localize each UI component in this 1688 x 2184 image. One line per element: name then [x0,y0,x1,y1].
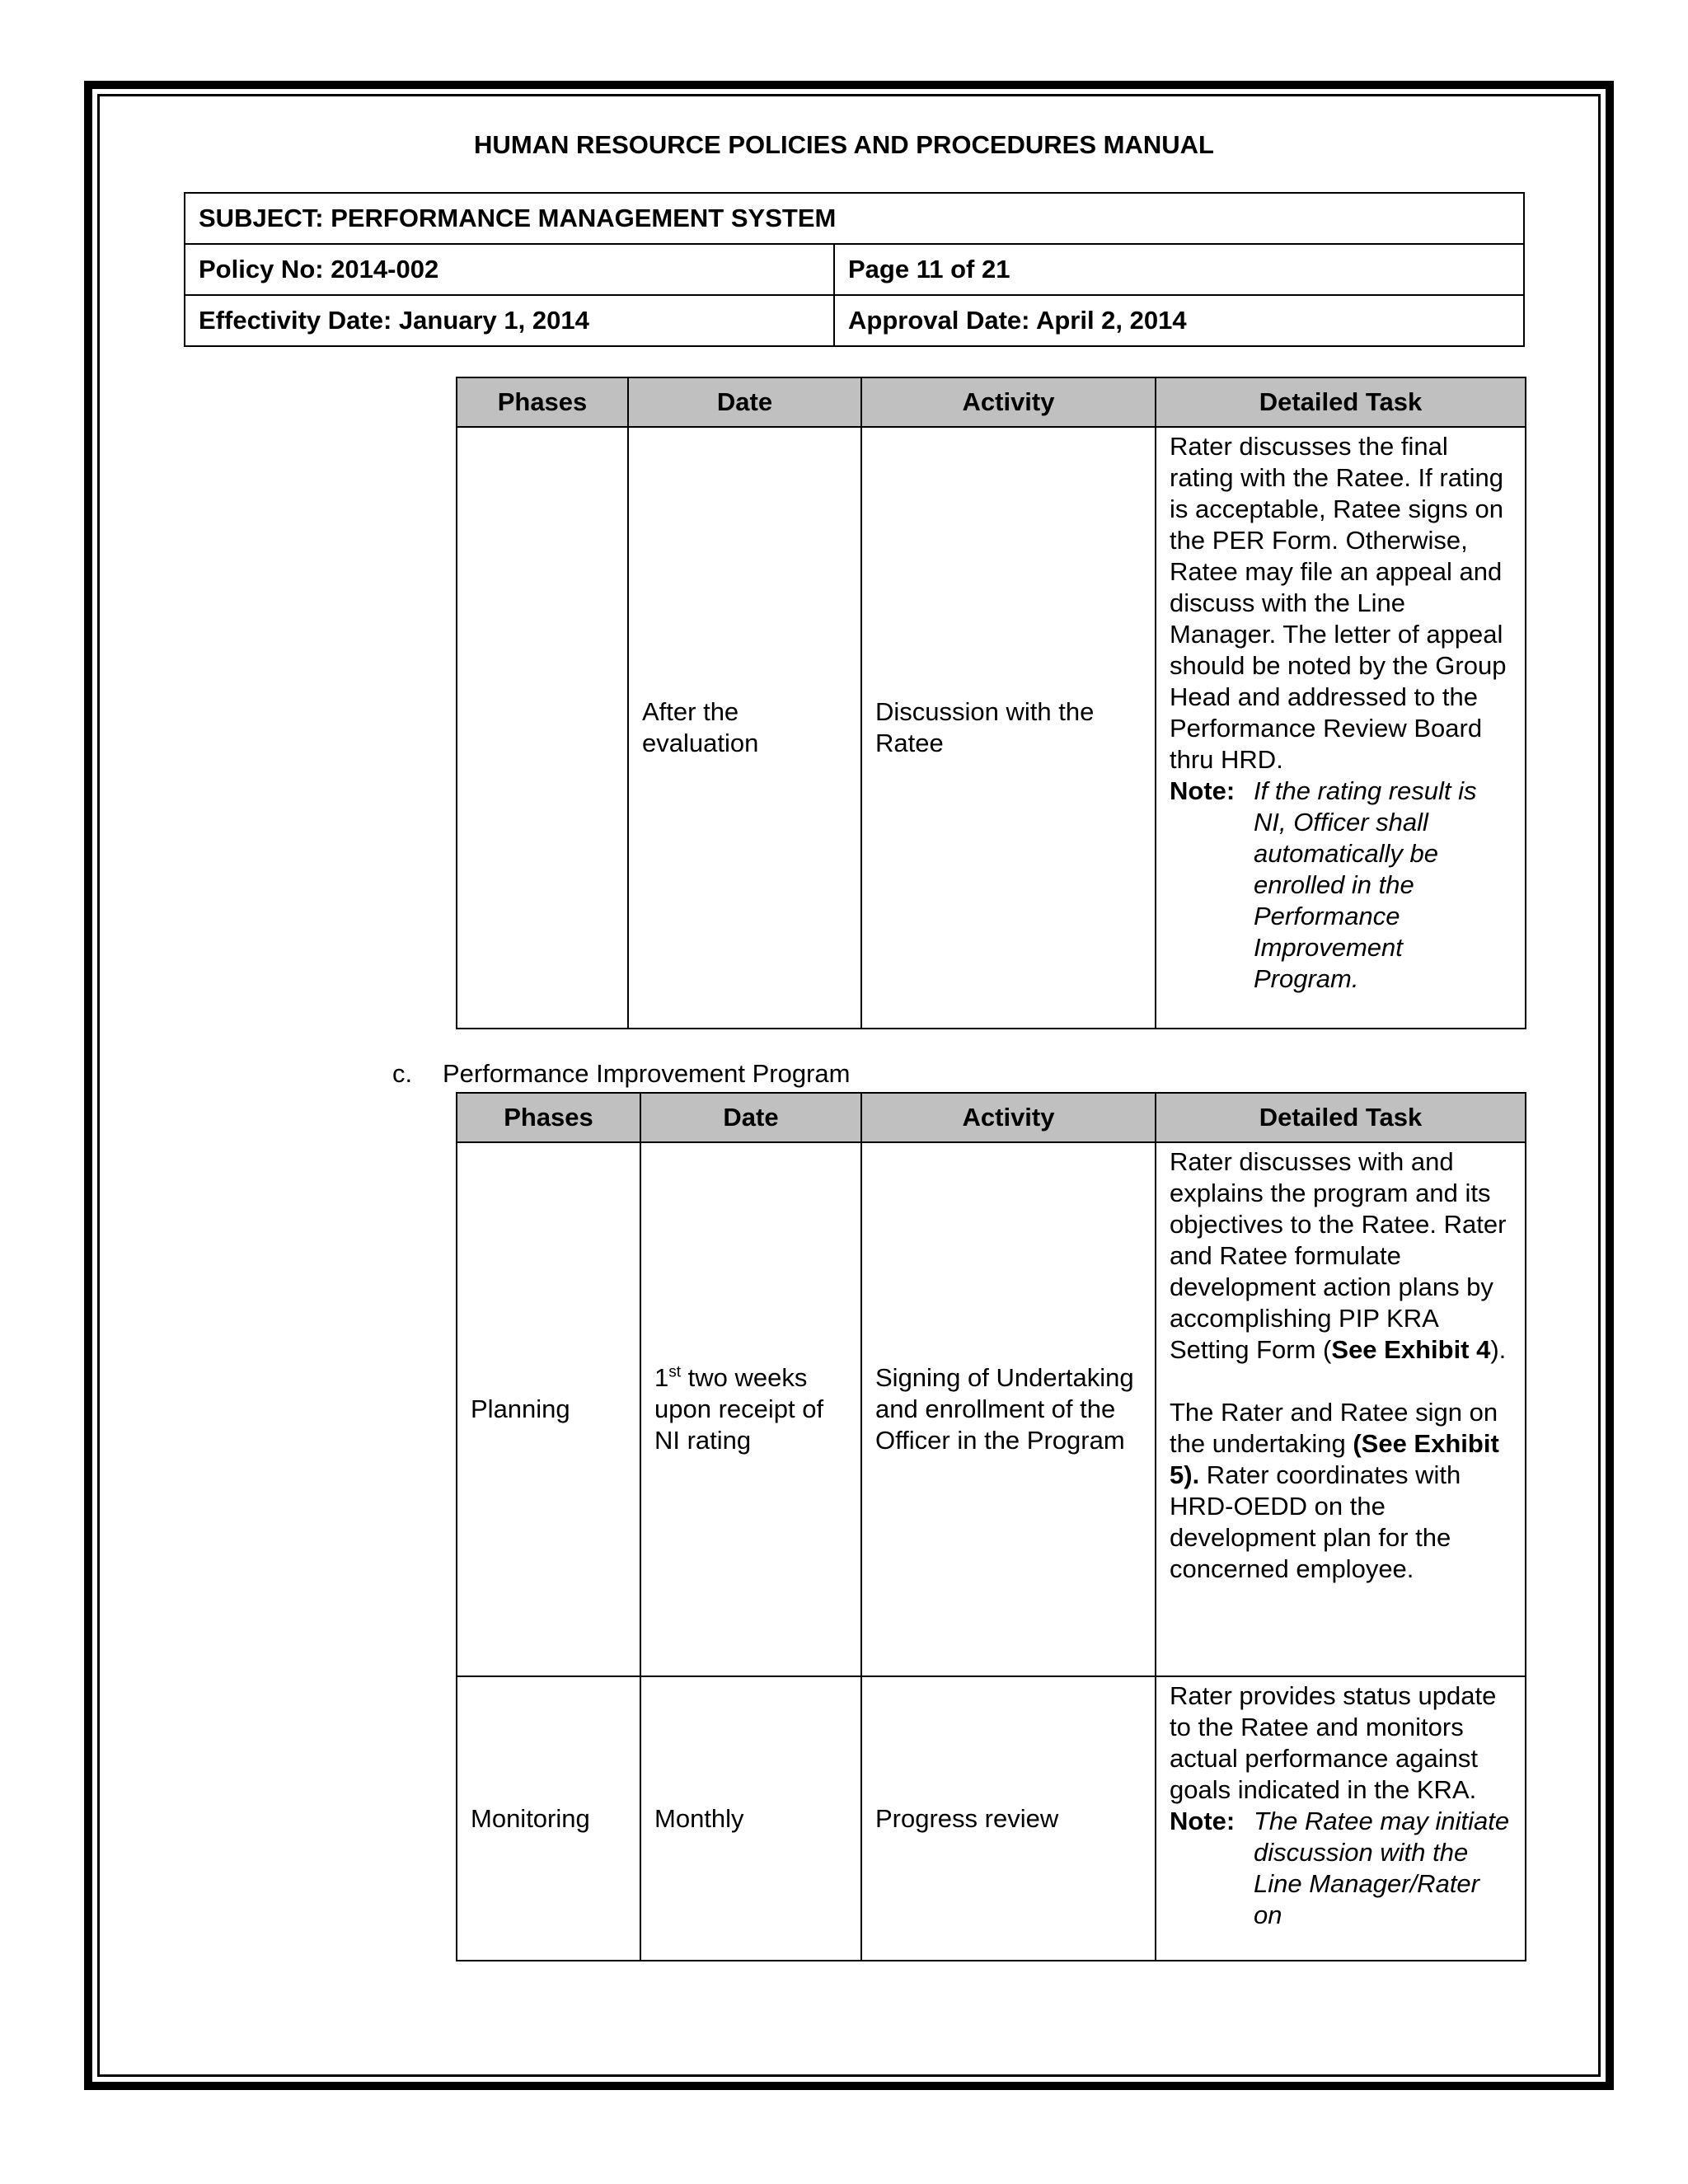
date-rest: two weeks upon receipt of NI rating [654,1363,824,1455]
date-number: 1 [654,1363,669,1392]
pip-task-table [456,1092,1526,1961]
header-row-dates [185,295,1524,346]
table-header-row [457,377,1526,427]
note-text: If the rating result is NI, Officer shall automatically be enrolled in the Performance Improvement Program. [1254,776,1477,993]
exhibit-reference: See Exhibit 4 [1331,1335,1491,1364]
note-text: The Ratee may initiate discussion with the Line Manager/Rater on [1254,1807,1510,1929]
exhibit-reference: (See Exhibit 5). [1170,1429,1499,1489]
note-label: Note: [1170,1807,1236,1835]
paragraph-spacer [1170,1366,1512,1397]
activity-cell: Progress review [861,1676,1156,1961]
table-row [457,1142,1526,1676]
phase-cell [457,427,628,1029]
column-header-date: Date [640,1093,861,1142]
policy-number-cell: Policy No: 2014-002 [185,244,834,295]
activity-cell: Signing of Undertaking and enrollment of the Officer in the Program [861,1142,1156,1676]
column-header-detailed-task: Detailed Task [1156,1093,1526,1142]
task-text: Rater provides status update to the Ratee and monitors actual performance against goals indicated in the KRA. [1170,1681,1497,1804]
note [1170,1806,1512,1931]
date-cell [640,1142,861,1676]
page-number-cell: Page 11 of 21 [834,244,1524,295]
task-paragraph-2 [1170,1397,1512,1585]
section-title: Performance Improvement Program [443,1059,851,1088]
task-text: ). [1490,1335,1507,1364]
table-row [457,427,1526,1029]
detailed-task-cell [1156,1142,1526,1676]
column-header-detailed-task: Detailed Task [1156,377,1526,427]
phase-cell: Monitoring [457,1676,640,1961]
discussion-task-table [456,377,1526,1029]
task-text: Rater discusses with and explains the program and its objectives to the Ratee. Rater and Ratee formulate development action plans by accomplishing PIP KRA Setting Form ( [1170,1147,1507,1364]
effectivity-date-cell: Effectivity Date: January 1, 2014 [185,295,834,346]
section-heading [392,1058,850,1090]
note [1170,776,1512,995]
task-text: Rater coordinates with HRD-OEDD on the development plan for the concerned employee. [1170,1460,1461,1583]
detailed-task-cell [1156,427,1526,1029]
date-ordinal-suffix: st [668,1363,682,1381]
column-header-phases: Phases [457,377,628,427]
note-label: Note: [1170,776,1236,805]
detailed-task-cell [1156,1676,1526,1961]
phase-cell: Planning [457,1142,640,1676]
task-text: The Rater and Ratee sign on the undertaking [1170,1398,1498,1458]
column-header-date: Date [628,377,861,427]
date-cell: Monthly [640,1676,861,1961]
section-letter: c. [392,1059,413,1088]
activity-cell: Discussion with the Ratee [861,427,1156,1029]
subject-cell: SUBJECT: PERFORMANCE MANAGEMENT SYSTEM [185,193,1524,244]
document-header-table [184,192,1525,347]
column-header-phases: Phases [457,1093,640,1142]
column-header-activity: Activity [861,377,1156,427]
header-row-subject [185,193,1524,244]
approval-date-cell: Approval Date: April 2, 2014 [834,295,1524,346]
table-header-row [457,1093,1526,1142]
column-header-activity: Activity [861,1093,1156,1142]
manual-title: HUMAN RESOURCE POLICIES AND PROCEDURES MANUAL [474,130,1214,159]
task-paragraph-1 [1170,1146,1512,1366]
date-cell: After the evaluation [628,427,861,1029]
header-row-policy [185,244,1524,295]
task-text: Rater discusses the final rating with the Ratee. If rating is acceptable, Ratee signs on the PER Form. Otherwise, Ratee may file an appeal and discuss with the Line Manager. The letter of appeal should be noted by the Group Head and addressed to the Performance Review Board thru HRD. [1170,432,1507,774]
table-row [457,1676,1526,1961]
